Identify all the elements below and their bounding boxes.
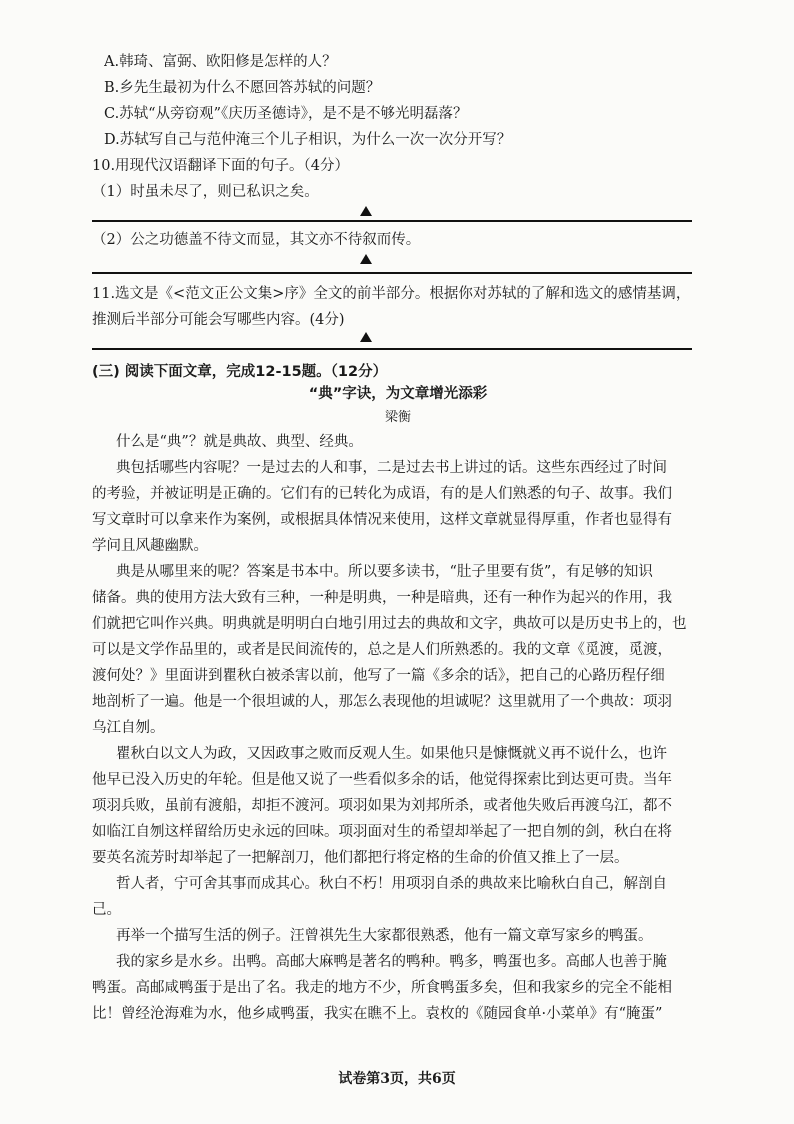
question-10-sentence-2: （2）公之功德盖不待文而显，其文亦不待叙而传。 (92, 232, 421, 248)
option-d: D.苏轼写自己与范仲淹三个儿子相识，为什么一次一次分开写？ (104, 132, 512, 148)
option-a: A.韩琦、富弼、欧阳修是怎样的人？ (104, 54, 337, 70)
body-line: 储备。典的使用方法大致有三种，一种是明典，一种是暗典，还有一种作为起兴的作用，我 (92, 590, 672, 606)
body-line: 哲人者，宁可舍其事而成其心。秋白不朽！用项羽自杀的典故来比喻秋白自己，解剖自 (116, 876, 667, 892)
body-line: 典包括哪些内容呢？一是过去的人和事，二是过去书上讲过的话。这些东西经过了时间 (116, 460, 667, 476)
option-c: C.苏轼“从旁窃观”《庆历圣德诗》，是不是不够光明磊落？ (104, 106, 468, 122)
body-line: 我的家乡是水乡。出鸭。高邮大麻鸭是著名的鸭种。鸭多，鸭蛋也多。高邮人也善于腌 (116, 954, 667, 970)
body-line: 的考验，并被证明是正确的。它们有的已转化为成语，有的是人们熟悉的句子、故事。我们 (92, 486, 672, 502)
body-line: 瞿秋白以文人为政，又因政事之败而反观人生。如果他只是慷慨就义再不说什么，也许 (116, 746, 667, 762)
body-line: 学问且风趣幽默。 (92, 538, 208, 554)
body-line: 可以是文学作品里的，或者是民间流传的，总之是人们所熟悉的。我的文章《觅渡，觅渡， (92, 642, 672, 658)
answer-marker-icon (360, 206, 372, 216)
answer-marker-icon (360, 254, 372, 264)
body-line: 他早已没入历史的年轮。但是他又说了一些看似多余的话，他觉得探索比到达更可贵。当年 (92, 772, 672, 788)
body-line: 典是从哪里来的呢？答案是书本中。所以要多读书，“肚子里要有货”，有足够的知识 (116, 564, 653, 580)
body-line: 鸭蛋。高邮咸鸭蛋于是出了名。我走的地方不少，所食鸭蛋多矣，但和我家乡的完全不能相 (92, 980, 672, 996)
body-line: 比！曾经沧海难为水，他乡咸鸭蛋，我实在瞧不上。袁枚的《随园食单·小菜单》有“腌蛋” (92, 1006, 663, 1022)
article-author: 梁衡 (384, 410, 411, 425)
body-line: 再举一个描写生活的例子。汪曾祺先生大家都很熟悉，他有一篇文章写家乡的鸭蛋。 (116, 928, 653, 944)
body-line: 地剖析了一遍。他是一个很坦诚的人，那怎么表现他的坦诚呢？这里就用了一个典故：项羽 (92, 694, 672, 710)
option-b: B.乡先生最初为什么不愿回答苏轼的问题？ (104, 80, 381, 96)
question-10-stem: 10.用现代汉语翻译下面的句子。（4分） (92, 158, 350, 174)
question-11-line-1: 11.选文是《<范文正公文集>序》全文的前半部分。根据你对苏轼的了解和选文的感情基调， (92, 286, 691, 302)
answer-marker-icon (360, 332, 372, 342)
body-line: 写文章时可以拿来作为案例，或根据具体情况来使用，这样文章就显得厚重，作者也显得有 (92, 512, 672, 528)
body-line: 乌江自刎。 (92, 720, 165, 736)
answer-line[interactable] (92, 272, 692, 274)
body-line: 渡何处？》里面讲到瞿秋白被杀害以前，他写了一篇《多余的话》，把自己的心路历程仔细 (92, 668, 665, 684)
body-line: 们就把它叫作兴典。明典就是明明白白地引用过去的典故和文字，典故可以是历史书上的，也 (92, 616, 687, 632)
answer-line[interactable] (92, 220, 692, 222)
body-line: 己。 (92, 902, 121, 918)
question-10-sentence-1: （1）时虽未尽了，则已私识之矣。 (92, 184, 319, 200)
page-footer: 试卷第3页，共6页 (338, 1071, 456, 1087)
article-title: “典”字诀，为文章增光添彩 (308, 386, 488, 402)
body-line: 如临江自刎这样留给历史永远的回味。项羽面对生的希望却举起了一把自刎的剑，秋白在将 (92, 824, 672, 840)
question-11-line-2: 推测后半部分可能会写哪些内容。(4分) (92, 312, 345, 328)
body-line: 什么是“典”？就是典故、典型、经典。 (116, 434, 363, 450)
answer-line[interactable] (92, 348, 692, 350)
body-line: 项羽兵败，虽前有渡船，却拒不渡河。项羽如果为刘邦所杀，或者他失败后再渡乌江，都不 (92, 798, 672, 814)
body-line: 要英名流芳时却举起了一把解剖刀，他们都把行将定格的生命的价值又推上了一层。 (92, 850, 629, 866)
section-3-heading: (三) 阅读下面文章，完成12-15题。（12分） (92, 364, 388, 380)
